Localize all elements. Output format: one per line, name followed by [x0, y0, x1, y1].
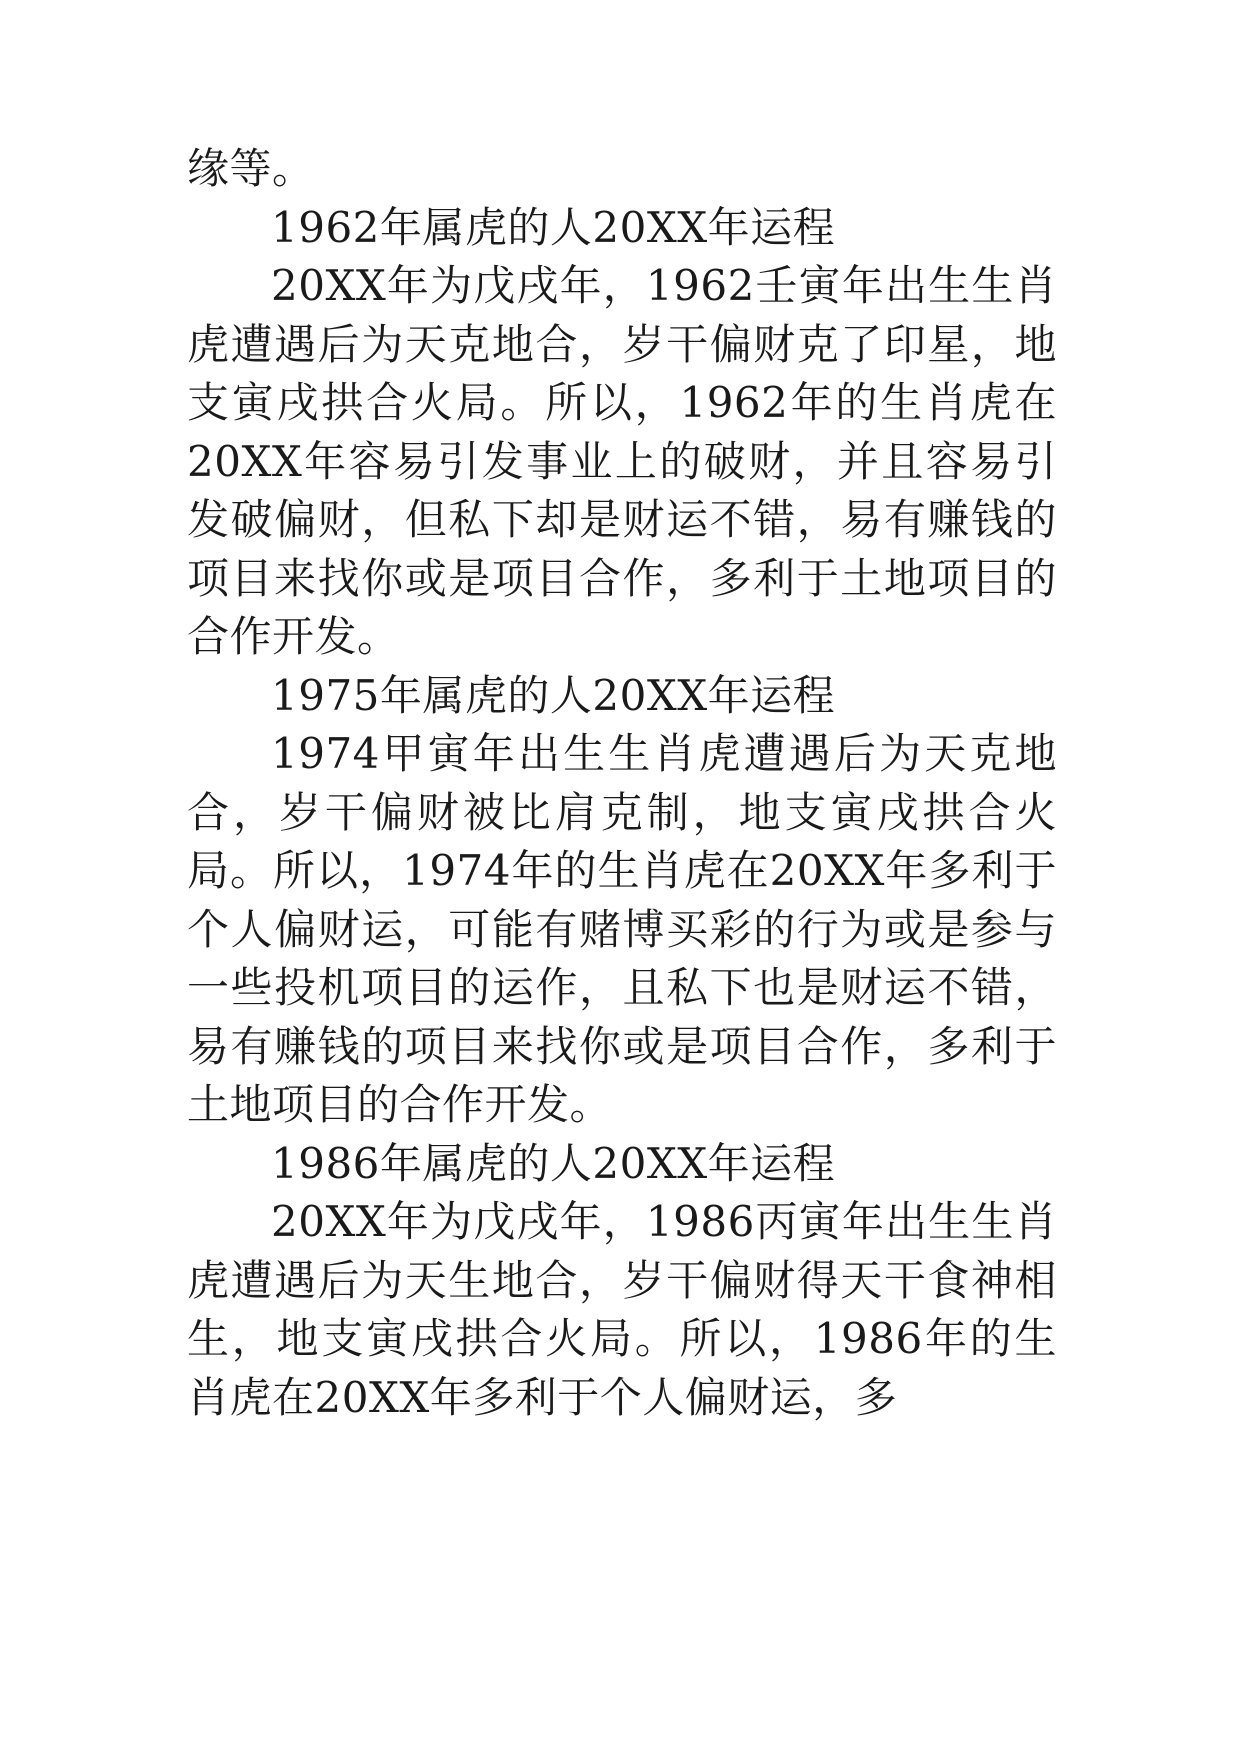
section-body-1975: 1974甲寅年出生生肖虎遭遇后为天克地合，岁干偏财被比肩克制，地支寅戌拱合火局。所以，1974年的生肖虎在20XX年多利于个人偏财运，可能有赌博买彩的行为或是参与一些投机项目的运作，且私下也是财运不错，易有赚钱的项目来找你或是项目合作，多利于土地项目的合作开发。	[187, 729, 1057, 1129]
section-body-1962: 20XX年为戊戌年，1962壬寅年出生生肖虎遭遇后为天克地合，岁干偏财克了印星，地支寅戌拱合火局。所以，1962年的生肖虎在20XX年容易引发事业上的破财，并且容易引发破偏财，但私下却是财运不错，易有赚钱的项目来找你或是项目合作，多利于土地项目的合作开发。	[187, 261, 1057, 661]
document-page	[187, 140, 1057, 1427]
section-heading-1986: 1986年属虎的人20XX年运程	[271, 1138, 836, 1188]
continued-paragraph: 缘等。	[187, 144, 315, 193]
section-heading-1962: 1962年属虎的人20XX年运程	[271, 202, 836, 252]
section-heading-1975: 1975年属虎的人20XX年运程	[271, 670, 836, 720]
section-body-1986: 20XX年为戊戌年，1986丙寅年出生生肖虎遭遇后为天生地合，岁干偏财得天干食神相生，地支寅戌拱合火局。所以，1986年的生肖虎在20XX年多利于个人偏财运，多	[187, 1197, 1057, 1422]
